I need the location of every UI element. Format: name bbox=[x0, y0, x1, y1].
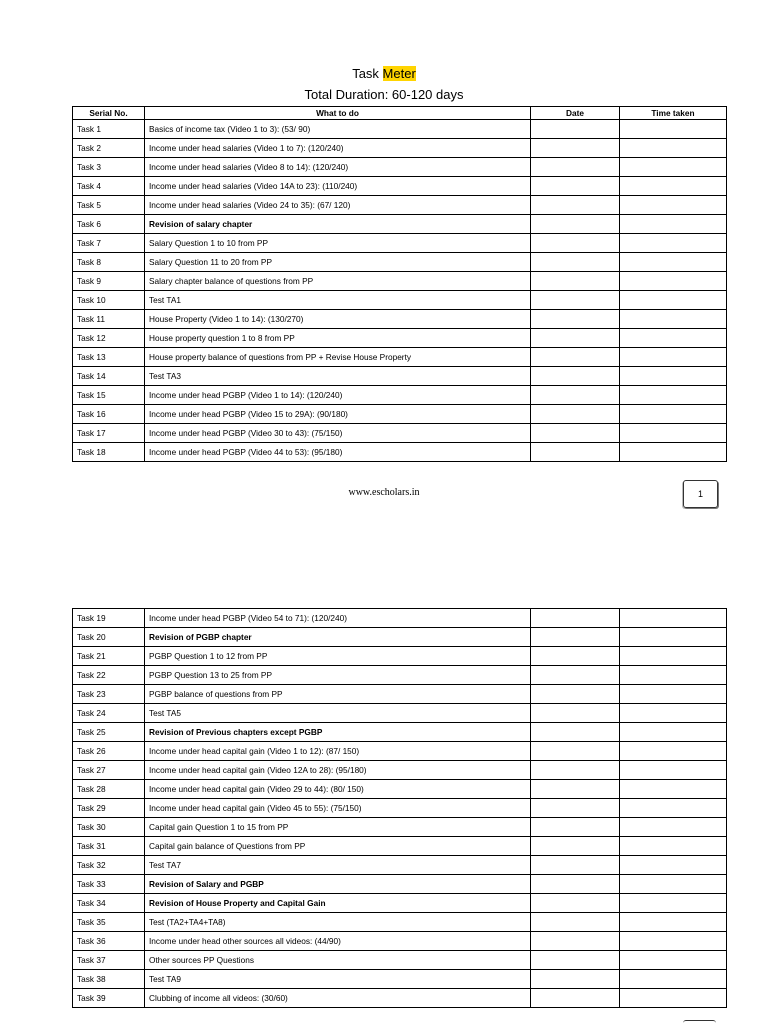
task-description: Revision of salary chapter bbox=[145, 215, 531, 234]
task-description: PGBP Question 13 to 25 from PP bbox=[145, 666, 531, 685]
table-row bbox=[73, 818, 727, 837]
task-date-cell[interactable] bbox=[531, 272, 620, 291]
task-time-taken-cell[interactable] bbox=[620, 424, 727, 443]
task-description: House property balance of questions from PP + Revise House Property bbox=[145, 348, 531, 367]
task-description: Income under head capital gain (Video 1 to 12): (87/ 150) bbox=[145, 742, 531, 761]
table-header-row bbox=[73, 107, 727, 120]
task-date-cell[interactable] bbox=[531, 196, 620, 215]
table-row bbox=[73, 291, 727, 310]
header-date: Date bbox=[531, 107, 620, 120]
task-description: Income under head other sources all videos: (44/90) bbox=[145, 932, 531, 951]
task-time-taken-cell[interactable] bbox=[620, 989, 727, 1008]
task-time-taken-cell[interactable] bbox=[620, 291, 727, 310]
task-time-taken-cell[interactable] bbox=[620, 647, 727, 666]
table-row bbox=[73, 386, 727, 405]
task-date-cell[interactable] bbox=[531, 329, 620, 348]
task-time-taken-cell[interactable] bbox=[620, 196, 727, 215]
task-time-taken-cell[interactable] bbox=[620, 761, 727, 780]
task-serial: Task 10 bbox=[73, 291, 145, 310]
header-what-to-do: What to do bbox=[145, 107, 531, 120]
table-row bbox=[73, 875, 727, 894]
task-time-taken-cell[interactable] bbox=[620, 666, 727, 685]
task-description: Basics of income tax (Video 1 to 3): (53/ 90) bbox=[145, 120, 531, 139]
task-description: Income under head salaries (Video 24 to 35): (67/ 120) bbox=[145, 196, 531, 215]
table-row bbox=[73, 609, 727, 628]
table-row bbox=[73, 799, 727, 818]
task-date-cell[interactable] bbox=[531, 666, 620, 685]
task-description: Test TA1 bbox=[145, 291, 531, 310]
task-time-taken-cell[interactable] bbox=[620, 139, 727, 158]
task-date-cell[interactable] bbox=[531, 704, 620, 723]
task-serial: Task 14 bbox=[73, 367, 145, 386]
task-description: PGBP balance of questions from PP bbox=[145, 685, 531, 704]
task-description: Income under head PGBP (Video 15 to 29A): (90/180) bbox=[145, 405, 531, 424]
task-description: Income under head salaries (Video 8 to 14): (120/240) bbox=[145, 158, 531, 177]
task-description: Income under head PGBP (Video 1 to 14): (120/240) bbox=[145, 386, 531, 405]
title-prefix: Task bbox=[352, 66, 383, 81]
table-row bbox=[73, 951, 727, 970]
task-time-taken-cell[interactable] bbox=[620, 685, 727, 704]
task-date-cell[interactable] bbox=[531, 780, 620, 799]
table-row bbox=[73, 120, 727, 139]
task-serial: Task 34 bbox=[73, 894, 145, 913]
task-date-cell[interactable] bbox=[531, 367, 620, 386]
task-time-taken-cell[interactable] bbox=[620, 120, 727, 139]
task-description: Salary Question 11 to 20 from PP bbox=[145, 253, 531, 272]
task-description: Income under head PGBP (Video 54 to 71): (120/240) bbox=[145, 609, 531, 628]
task-serial: Task 4 bbox=[73, 177, 145, 196]
task-time-taken-cell[interactable] bbox=[620, 780, 727, 799]
task-serial: Task 1 bbox=[73, 120, 145, 139]
task-serial: Task 36 bbox=[73, 932, 145, 951]
task-description: House property question 1 to 8 from PP bbox=[145, 329, 531, 348]
task-time-taken-cell[interactable] bbox=[620, 951, 727, 970]
task-time-taken-cell[interactable] bbox=[620, 837, 727, 856]
document-subtitle: Total Duration: 60-120 days bbox=[304, 87, 464, 102]
header-time-taken: Time taken bbox=[620, 107, 727, 120]
task-serial: Task 32 bbox=[73, 856, 145, 875]
task-time-taken-cell[interactable] bbox=[620, 799, 727, 818]
task-description: Revision of PGBP chapter bbox=[145, 628, 531, 647]
task-time-taken-cell[interactable] bbox=[620, 704, 727, 723]
table-row bbox=[73, 139, 727, 158]
table-row bbox=[73, 704, 727, 723]
task-date-cell[interactable] bbox=[531, 856, 620, 875]
task-time-taken-cell[interactable] bbox=[620, 818, 727, 837]
task-date-cell[interactable] bbox=[531, 443, 620, 462]
task-description: Capital gain balance of Questions from PP bbox=[145, 837, 531, 856]
task-description: Test TA7 bbox=[145, 856, 531, 875]
task-date-cell[interactable] bbox=[531, 685, 620, 704]
task-serial: Task 18 bbox=[73, 443, 145, 462]
task-description: Income under head salaries (Video 1 to 7): (120/240) bbox=[145, 139, 531, 158]
task-serial: Task 20 bbox=[73, 628, 145, 647]
task-time-taken-cell[interactable] bbox=[620, 970, 727, 989]
task-date-cell[interactable] bbox=[531, 837, 620, 856]
task-time-taken-cell[interactable] bbox=[620, 628, 727, 647]
table-row bbox=[73, 424, 727, 443]
task-serial: Task 15 bbox=[73, 386, 145, 405]
task-time-taken-cell[interactable] bbox=[620, 310, 727, 329]
task-time-taken-cell[interactable] bbox=[620, 932, 727, 951]
task-time-taken-cell[interactable] bbox=[620, 348, 727, 367]
task-serial: Task 33 bbox=[73, 875, 145, 894]
task-time-taken-cell[interactable] bbox=[620, 894, 727, 913]
table-row bbox=[73, 856, 727, 875]
task-time-taken-cell[interactable] bbox=[620, 856, 727, 875]
task-serial: Task 31 bbox=[73, 837, 145, 856]
table-row bbox=[73, 894, 727, 913]
page-number-box-page-2 bbox=[683, 1020, 716, 1029]
table-row bbox=[73, 742, 727, 761]
task-time-taken-cell[interactable] bbox=[620, 158, 727, 177]
task-time-taken-cell[interactable] bbox=[620, 742, 727, 761]
table-row bbox=[73, 348, 727, 367]
task-date-cell[interactable] bbox=[531, 932, 620, 951]
task-serial: Task 3 bbox=[73, 158, 145, 177]
table-row bbox=[73, 443, 727, 462]
table-row bbox=[73, 628, 727, 647]
task-time-taken-cell[interactable] bbox=[620, 215, 727, 234]
task-serial: Task 29 bbox=[73, 799, 145, 818]
table-row bbox=[73, 647, 727, 666]
task-date-cell[interactable] bbox=[531, 291, 620, 310]
task-description: Test TA5 bbox=[145, 704, 531, 723]
task-description: Salary chapter balance of questions from PP bbox=[145, 272, 531, 291]
task-time-taken-cell[interactable] bbox=[620, 875, 727, 894]
task-date-cell[interactable] bbox=[531, 348, 620, 367]
task-serial: Task 7 bbox=[73, 234, 145, 253]
task-date-cell[interactable] bbox=[531, 951, 620, 970]
task-description: Income under head capital gain (Video 12A to 28): (95/180) bbox=[145, 761, 531, 780]
table-row bbox=[73, 932, 727, 951]
task-serial: Task 28 bbox=[73, 780, 145, 799]
task-date-cell[interactable] bbox=[531, 723, 620, 742]
task-serial: Task 11 bbox=[73, 310, 145, 329]
task-serial: Task 37 bbox=[73, 951, 145, 970]
task-description: Test TA9 bbox=[145, 970, 531, 989]
task-serial: Task 9 bbox=[73, 272, 145, 291]
task-description: Revision of House Property and Capital Gain bbox=[145, 894, 531, 913]
task-serial: Task 39 bbox=[73, 989, 145, 1008]
task-serial: Task 26 bbox=[73, 742, 145, 761]
table-row bbox=[73, 761, 727, 780]
task-date-cell[interactable] bbox=[531, 913, 620, 932]
page-number-box bbox=[683, 480, 718, 508]
task-serial: Task 5 bbox=[73, 196, 145, 215]
task-time-taken-cell[interactable] bbox=[620, 253, 727, 272]
task-table-page-2 bbox=[72, 608, 727, 1008]
task-time-taken-cell[interactable] bbox=[620, 405, 727, 424]
table-row bbox=[73, 177, 727, 196]
task-description: Other sources PP Questions bbox=[145, 951, 531, 970]
task-serial: Task 2 bbox=[73, 139, 145, 158]
task-date-cell[interactable] bbox=[531, 424, 620, 443]
task-date-cell[interactable] bbox=[531, 970, 620, 989]
task-description: PGBP Question 1 to 12 from PP bbox=[145, 647, 531, 666]
task-description: Income under head PGBP (Video 30 to 43): (75/150) bbox=[145, 424, 531, 443]
table-row bbox=[73, 666, 727, 685]
task-date-cell[interactable] bbox=[531, 799, 620, 818]
task-description: Income under head capital gain (Video 45 to 55): (75/150) bbox=[145, 799, 531, 818]
task-date-cell[interactable] bbox=[531, 253, 620, 272]
document-title bbox=[0, 66, 768, 81]
task-time-taken-cell[interactable] bbox=[620, 609, 727, 628]
task-time-taken-cell[interactable] bbox=[620, 386, 727, 405]
task-description: Income under head PGBP (Video 44 to 53): (95/180) bbox=[145, 443, 531, 462]
task-serial: Task 38 bbox=[73, 970, 145, 989]
task-serial: Task 35 bbox=[73, 913, 145, 932]
header-serial: Serial No. bbox=[73, 107, 145, 120]
task-date-cell[interactable] bbox=[531, 761, 620, 780]
task-date-cell[interactable] bbox=[531, 234, 620, 253]
table-row bbox=[73, 196, 727, 215]
table-row bbox=[73, 158, 727, 177]
task-date-cell[interactable] bbox=[531, 628, 620, 647]
task-serial: Task 13 bbox=[73, 348, 145, 367]
task-serial: Task 8 bbox=[73, 253, 145, 272]
task-serial: Task 6 bbox=[73, 215, 145, 234]
task-date-cell[interactable] bbox=[531, 405, 620, 424]
task-serial: Task 22 bbox=[73, 666, 145, 685]
task-time-taken-cell[interactable] bbox=[620, 913, 727, 932]
task-date-cell[interactable] bbox=[531, 609, 620, 628]
task-date-cell[interactable] bbox=[531, 386, 620, 405]
task-time-taken-cell[interactable] bbox=[620, 367, 727, 386]
table-row bbox=[73, 310, 727, 329]
task-date-cell[interactable] bbox=[531, 158, 620, 177]
task-date-cell[interactable] bbox=[531, 818, 620, 837]
task-description: Income under head salaries (Video 14A to 23): (110/240) bbox=[145, 177, 531, 196]
task-serial: Task 27 bbox=[73, 761, 145, 780]
table-row bbox=[73, 367, 727, 386]
task-description: Revision of Salary and PGBP bbox=[145, 875, 531, 894]
task-time-taken-cell[interactable] bbox=[620, 443, 727, 462]
table-row bbox=[73, 780, 727, 799]
task-serial: Task 24 bbox=[73, 704, 145, 723]
footer-url: www.escholars.in bbox=[348, 487, 420, 498]
task-serial: Task 21 bbox=[73, 647, 145, 666]
task-description: Salary Question 1 to 10 from PP bbox=[145, 234, 531, 253]
task-description: Capital gain Question 1 to 15 from PP bbox=[145, 818, 531, 837]
task-time-taken-cell[interactable] bbox=[620, 723, 727, 742]
task-serial: Task 23 bbox=[73, 685, 145, 704]
table-row bbox=[73, 329, 727, 348]
table-row bbox=[73, 970, 727, 989]
task-serial: Task 30 bbox=[73, 818, 145, 837]
table-row bbox=[73, 405, 727, 424]
task-date-cell[interactable] bbox=[531, 215, 620, 234]
task-date-cell[interactable] bbox=[531, 989, 620, 1008]
task-table-page-1 bbox=[72, 106, 727, 462]
table-row bbox=[73, 723, 727, 742]
task-date-cell[interactable] bbox=[531, 177, 620, 196]
task-description: Test TA3 bbox=[145, 367, 531, 386]
table-row bbox=[73, 913, 727, 932]
task-serial: Task 25 bbox=[73, 723, 145, 742]
task-description: Clubbing of income all videos: (30/60) bbox=[145, 989, 531, 1008]
task-time-taken-cell[interactable] bbox=[620, 329, 727, 348]
table-row bbox=[73, 685, 727, 704]
task-time-taken-cell[interactable] bbox=[620, 272, 727, 291]
task-serial: Task 16 bbox=[73, 405, 145, 424]
task-date-cell[interactable] bbox=[531, 647, 620, 666]
table-row bbox=[73, 989, 727, 1008]
task-date-cell[interactable] bbox=[531, 875, 620, 894]
task-date-cell[interactable] bbox=[531, 894, 620, 913]
task-time-taken-cell[interactable] bbox=[620, 234, 727, 253]
table-row bbox=[73, 253, 727, 272]
task-serial: Task 12 bbox=[73, 329, 145, 348]
table-row bbox=[73, 215, 727, 234]
task-date-cell[interactable] bbox=[531, 120, 620, 139]
task-serial: Task 17 bbox=[73, 424, 145, 443]
task-description: Revision of Previous chapters except PGBP bbox=[145, 723, 531, 742]
task-description: House Property (Video 1 to 14): (130/270) bbox=[145, 310, 531, 329]
title-highlight: Meter bbox=[382, 66, 416, 81]
task-date-cell[interactable] bbox=[531, 310, 620, 329]
task-description: Income under head capital gain (Video 29 to 44): (80/ 150) bbox=[145, 780, 531, 799]
task-serial: Task 19 bbox=[73, 609, 145, 628]
task-date-cell[interactable] bbox=[531, 742, 620, 761]
task-description: Test (TA2+TA4+TA8) bbox=[145, 913, 531, 932]
task-time-taken-cell[interactable] bbox=[620, 177, 727, 196]
table-row bbox=[73, 272, 727, 291]
task-date-cell[interactable] bbox=[531, 139, 620, 158]
table-row bbox=[73, 234, 727, 253]
page-number: 1 bbox=[697, 489, 703, 499]
table-row bbox=[73, 837, 727, 856]
